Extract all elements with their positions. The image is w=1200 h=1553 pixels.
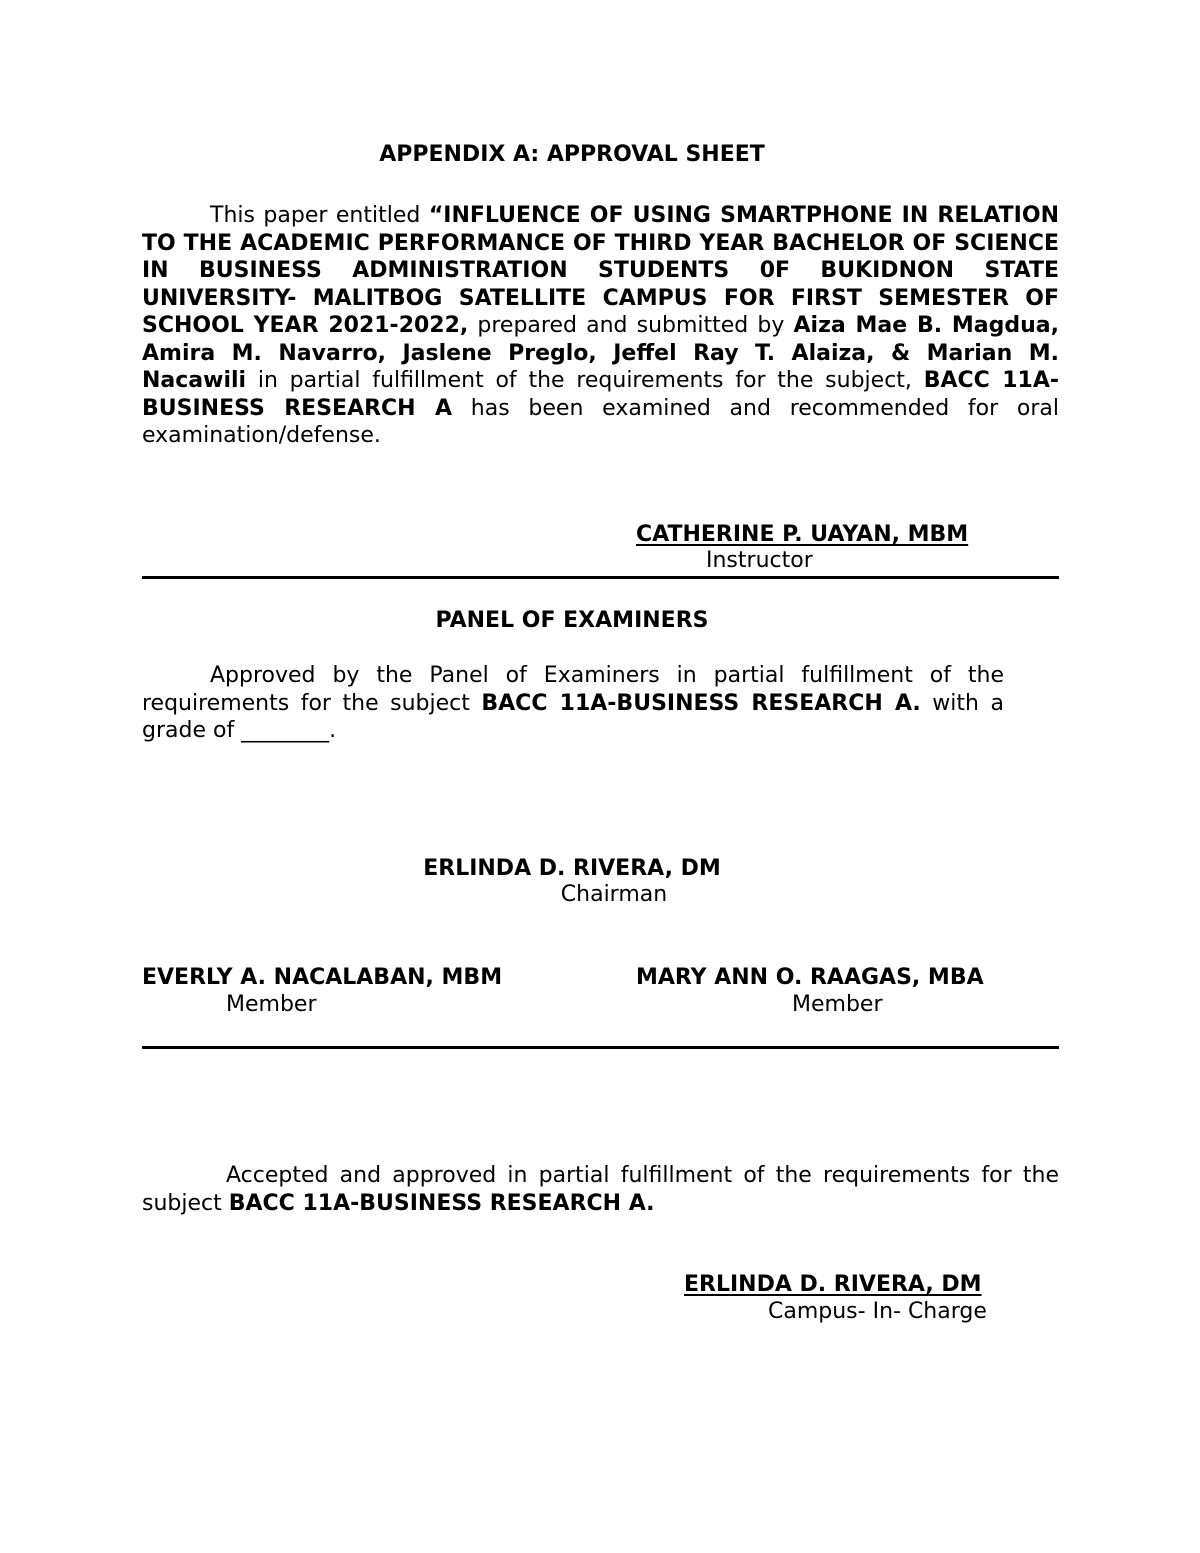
campus-in-charge-role: Campus- In- Charge (768, 1299, 987, 1324)
instructor-role: Instructor (706, 548, 813, 573)
panel-approval-text: Approved by the Panel of Examiners in partial fulfillment of the requirements for the subject (142, 663, 1004, 716)
member2-name: MARY ANN O. RAAGAS, MBA (636, 965, 984, 990)
authors: Aiza Mae B. Magdua, Amira M. Navarro, Jaslene Preglo, Jeffel Ray T. Alaiza, & Marian M. Nacawili (142, 313, 1059, 393)
acceptance-text: Accepted and approved in partial fulfillment of the requirements for the subject (142, 1163, 1059, 1216)
acceptance-paragraph (142, 1162, 1059, 1217)
examined-text: has been examined and recommended for oral examination/defense. (142, 395, 1060, 448)
paper-title: “INFLUENCE OF USING SMARTPHONE IN RELATION TO THE ACADEMIC PERFORMANCE OF THIRD YEAR BACHELOR OF SCIENCE IN BUSINESS ADMINISTRATION STUDENTS 0F BUKIDNON STATE UNIVERSITY- MALITBOG SATELLITE CAMPUS FOR FIRST SEMESTER OF SCHOOL YEAR 2021-2022, (142, 203, 1059, 338)
divider-top (142, 576, 1059, 579)
subject-name: BACC 11A-BUSINESS RESEARCH A (142, 368, 1059, 421)
acceptance-subject-name: BACC 11A-BUSINESS RESEARCH A. (228, 1190, 655, 1216)
member1-role: Member (226, 992, 317, 1017)
panel-heading: PANEL OF EXAMINERS (435, 608, 709, 633)
fulfillment-text: in partial fulfillment of the requirements for the subject, (246, 368, 924, 393)
grade-text: with a grade of ________. (142, 690, 1004, 743)
approval-paragraph (142, 202, 1059, 450)
submitted-text: prepared and submitted by (468, 313, 794, 338)
instructor-name: CATHERINE P. UAYAN, MBM (636, 522, 969, 547)
divider-bottom (142, 1046, 1059, 1049)
member1-name: EVERLY A. NACALABAN, MBM (142, 965, 503, 990)
chairman-name: ERLINDA D. RIVERA, DM (423, 856, 721, 881)
panel-paragraph (142, 662, 1004, 745)
panel-subject-name: BACC 11A-BUSINESS RESEARCH A. (481, 690, 921, 716)
member2-role: Member (792, 992, 883, 1017)
campus-in-charge-name: ERLINDA D. RIVERA, DM (684, 1272, 982, 1297)
intro-text: This paper entitled (210, 203, 429, 228)
chairman-role: Chairman (560, 882, 668, 907)
appendix-heading: APPENDIX A: APPROVAL SHEET (379, 142, 765, 167)
